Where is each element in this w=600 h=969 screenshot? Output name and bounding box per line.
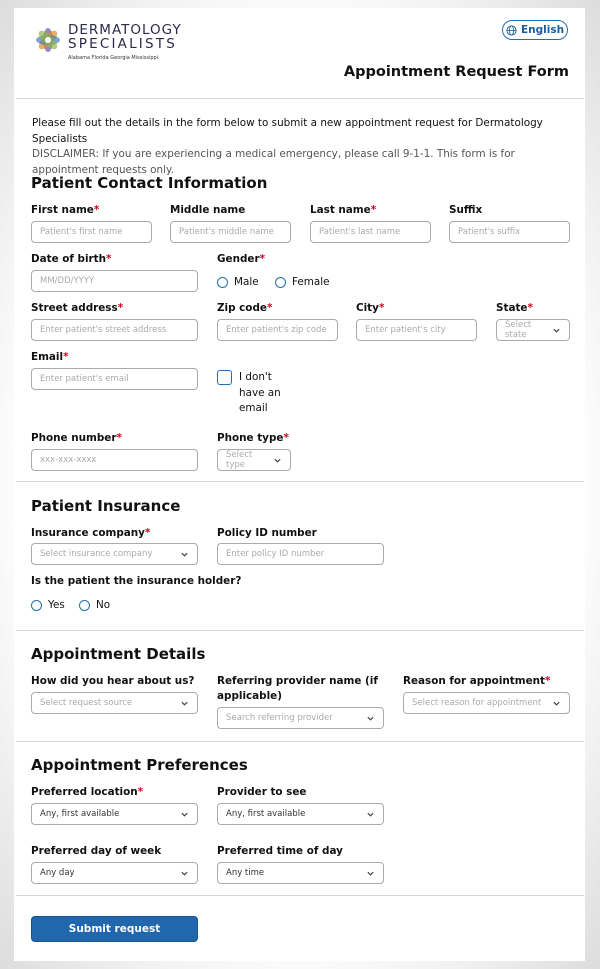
intro-text (32, 116, 572, 178)
gender-label: Gender* (217, 253, 266, 265)
form-card (14, 8, 585, 961)
policy-id-input[interactable]: Enter policy ID number (217, 543, 384, 565)
insurance-company-label: Insurance company* (31, 527, 151, 539)
holder-yes-label: Yes (48, 599, 65, 611)
zip-label: Zip code* (217, 302, 273, 314)
section-divider (16, 895, 584, 896)
section-title-contact: Patient Contact Information (31, 174, 268, 192)
location-value: Any, first available (40, 809, 120, 819)
policy-id-label: Policy ID number (217, 527, 317, 539)
day-label: Preferred day of week (31, 845, 162, 857)
chevron-down-icon (180, 699, 189, 708)
request-source-label: How did you hear about us? (31, 675, 195, 687)
chevron-down-icon (366, 810, 375, 819)
gender-female-radio[interactable] (275, 277, 286, 288)
first-name-label: First name* (31, 204, 100, 216)
provider-select[interactable] (217, 803, 384, 825)
submit-request-button[interactable]: Submit request (31, 916, 198, 942)
section-divider (16, 741, 584, 742)
no-email-label: I don't have an email (239, 371, 281, 414)
phone-type-select[interactable] (217, 449, 291, 471)
last-name-label: Last name* (310, 204, 377, 216)
dob-label: Date of birth* (31, 253, 112, 265)
email-input[interactable]: Enter patient's email (31, 368, 198, 390)
brand-states: Alabama Florida Georgia Mississippi (68, 55, 159, 61)
provider-value: Any, first available (226, 809, 306, 819)
day-select[interactable] (31, 862, 198, 884)
section-title-insurance: Patient Insurance (31, 497, 181, 515)
street-label: Street address* (31, 302, 124, 314)
gender-male-label: Male (234, 276, 259, 288)
header-divider (16, 98, 584, 99)
street-input[interactable]: Enter patient's street address (31, 319, 198, 341)
reason-label: Reason for appointment* (403, 675, 551, 687)
request-source-select[interactable] (31, 692, 198, 714)
state-label: State* (496, 302, 533, 314)
time-select[interactable] (217, 862, 384, 884)
suffix-input[interactable]: Patient's suffix (449, 221, 570, 243)
chevron-down-icon (552, 699, 561, 708)
holder-yes-option[interactable] (31, 599, 65, 611)
state-select[interactable] (496, 319, 570, 341)
gender-male-option[interactable] (217, 276, 259, 288)
section-title-appointment: Appointment Details (31, 645, 206, 663)
gender-female-label: Female (292, 276, 330, 288)
email-label: Email* (31, 351, 69, 363)
insurance-company-value: Select insurance company (40, 549, 153, 559)
phone-type-label: Phone type* (217, 432, 289, 444)
gender-male-radio[interactable] (217, 277, 228, 288)
first-name-input[interactable]: Patient's first name (31, 221, 152, 243)
section-title-preferences: Appointment Preferences (31, 756, 248, 774)
suffix-label: Suffix (449, 204, 483, 216)
reason-select[interactable] (403, 692, 570, 714)
insurance-company-select[interactable] (31, 543, 198, 565)
time-label: Preferred time of day (217, 845, 343, 857)
reason-value: Select reason for appointment (412, 698, 542, 708)
chevron-down-icon (273, 456, 282, 465)
phone-type-value: Select type (226, 450, 253, 470)
city-label: City* (356, 302, 385, 314)
chevron-down-icon (366, 869, 375, 878)
middle-name-label: Middle name (170, 204, 246, 216)
chevron-down-icon (180, 810, 189, 819)
section-divider (16, 630, 584, 631)
holder-no-radio[interactable] (79, 600, 90, 611)
language-label: English (520, 24, 565, 36)
state-select-value: Select state (505, 320, 532, 340)
no-email-checkbox[interactable] (217, 370, 232, 385)
flower-logo-icon (32, 24, 64, 56)
time-value: Any time (226, 868, 265, 878)
brand-name-line2: SPECIALISTS (68, 36, 177, 52)
section-divider (16, 481, 584, 482)
provider-label: Provider to see (217, 786, 307, 798)
referring-provider-value: Search referring provider (226, 713, 333, 723)
brand-name-line1: DERMATOLOGY (68, 22, 182, 38)
holder-no-option[interactable] (79, 599, 110, 611)
phone-label: Phone number* (31, 432, 122, 444)
insurance-holder-label: Is the patient the insurance holder? (31, 575, 242, 587)
holder-no-label: No (96, 599, 111, 611)
language-button[interactable] (502, 20, 568, 40)
chevron-down-icon (366, 714, 375, 723)
globe-icon (506, 25, 517, 36)
dob-input[interactable]: MM/DD/YYYY (31, 270, 198, 292)
day-value: Any day (40, 868, 75, 878)
chevron-down-icon (180, 550, 189, 559)
form-title: Appointment Request Form (343, 64, 569, 80)
last-name-input[interactable]: Patient's last name (310, 221, 431, 243)
chevron-down-icon (552, 326, 561, 335)
location-select[interactable] (31, 803, 198, 825)
gender-female-option[interactable] (275, 276, 330, 288)
holder-yes-radio[interactable] (31, 600, 42, 611)
referring-provider-label: Referring provider name (if applicable) (217, 675, 378, 702)
intro-description: Please fill out the details in the form below to submit a new appointment request for Dermatology Specialists (32, 117, 543, 145)
disclaimer: DISCLAIMER: If you are experiencing a medical emergency, please call 9-1-1. This form is for appointment requests only. (32, 148, 515, 176)
phone-input[interactable]: xxx-xxx-xxxx (31, 449, 198, 471)
chevron-down-icon (180, 869, 189, 878)
zip-input[interactable]: Enter patient's zip code (217, 319, 338, 341)
referring-provider-select[interactable] (217, 707, 384, 729)
city-input[interactable]: Enter patient's city (356, 319, 477, 341)
brand-logo (32, 20, 192, 70)
middle-name-input[interactable]: Patient's middle name (170, 221, 291, 243)
location-label: Preferred location* (31, 786, 144, 798)
request-source-value: Select request source (40, 698, 133, 708)
